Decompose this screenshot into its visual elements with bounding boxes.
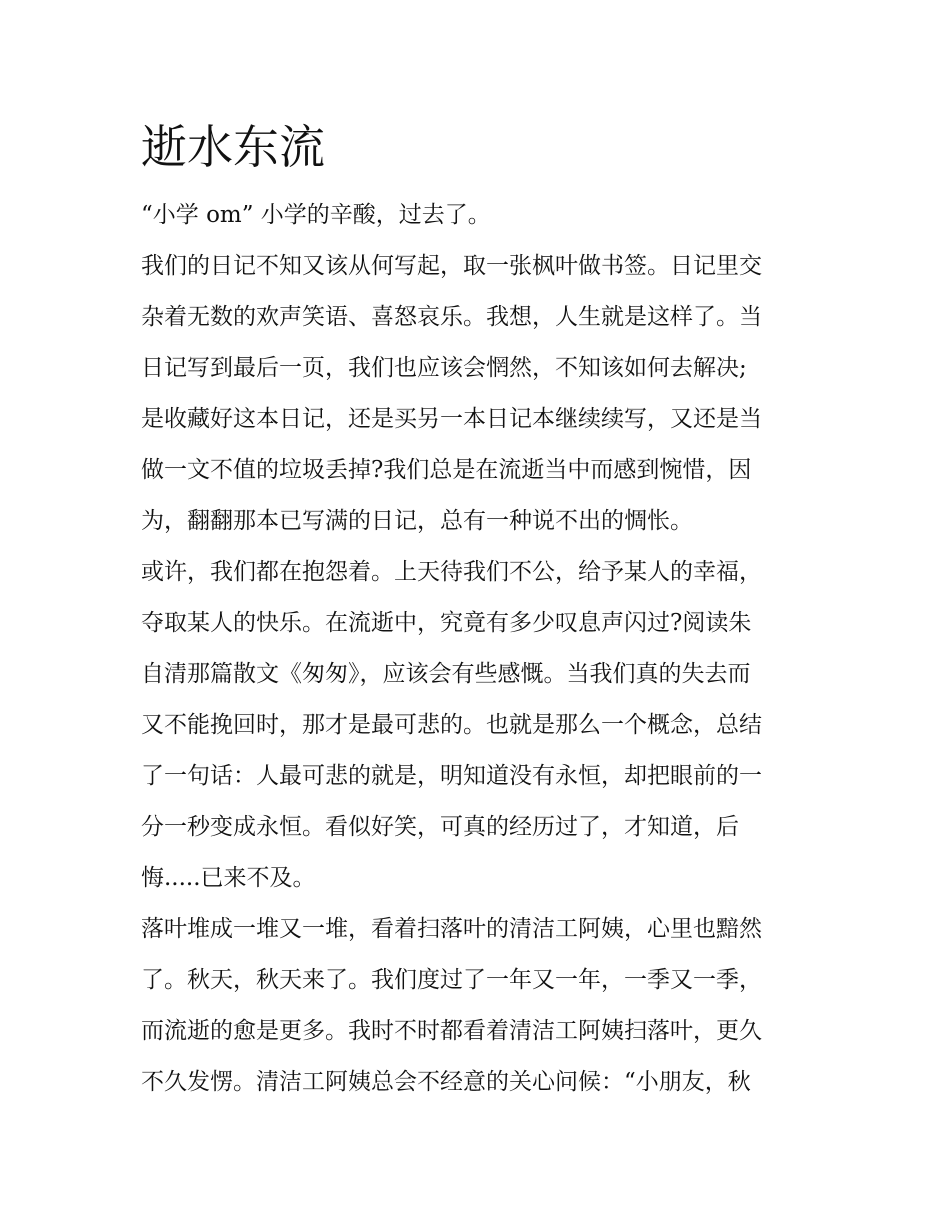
- text-line: 是收藏好这本日记，还是买另一本日记本继续续写，又还是当: [141, 406, 762, 432]
- text-line: 了。秋天，秋天来了。我们度过了一年又一年，一季又一季，: [141, 967, 762, 993]
- text-line: 而流逝的愈是更多。我时不时都看着清洁工阿姨扫落叶，更久: [141, 1018, 762, 1044]
- text-line: 悔.....已来不及。: [141, 865, 316, 891]
- document-title: 逝水东流: [141, 120, 325, 174]
- text-line: 为，翻翻那本已写满的日记，总有一种说不出的惆怅。: [141, 508, 693, 534]
- text-line: 或许，我们都在抱怨着。上天待我们不公，给予某人的幸福，: [141, 559, 762, 585]
- text-line: 我们的日记不知又该从何写起，取一张枫叶做书签。日记里交: [141, 253, 762, 279]
- text-line: 落叶堆成一堆又一堆，看着扫落叶的清洁工阿姨，心里也黯然: [141, 916, 762, 942]
- text-line: 不久发愣。清洁工阿姨总会不经意的关心问候：“小朋友，秋: [141, 1069, 751, 1095]
- text-line: 日记写到最后一页，我们也应该会惘然，不知该如何去解决;: [141, 355, 747, 381]
- text-line: 夺取某人的快乐。在流逝中，究竟有多少叹息声闪过?阅读朱: [141, 610, 752, 636]
- text-line: 自清那篇散文《匆匆》，应该会有些感慨。当我们真的失去而: [141, 661, 751, 687]
- text-line: 了一句话：人最可悲的就是，明知道没有永恒，却把眼前的一: [141, 763, 762, 789]
- text-line: 分一秒变成永恒。看似好笑，可真的经历过了，才知道，后: [141, 814, 739, 840]
- text-line: 又不能挽回时，那才是最可悲的。也就是那么一个概念，总结: [141, 712, 762, 738]
- text-line: 做一文不值的垃圾丢掉?我们总是在流逝当中而感到惋惜，因: [141, 457, 752, 483]
- text-line: “小学 om” 小学的辛酸，过去了。: [141, 202, 491, 228]
- text-line: 杂着无数的欢声笑语、喜怒哀乐。我想，人生就是这样了。当: [141, 304, 762, 330]
- document-body: [141, 118, 813, 1108]
